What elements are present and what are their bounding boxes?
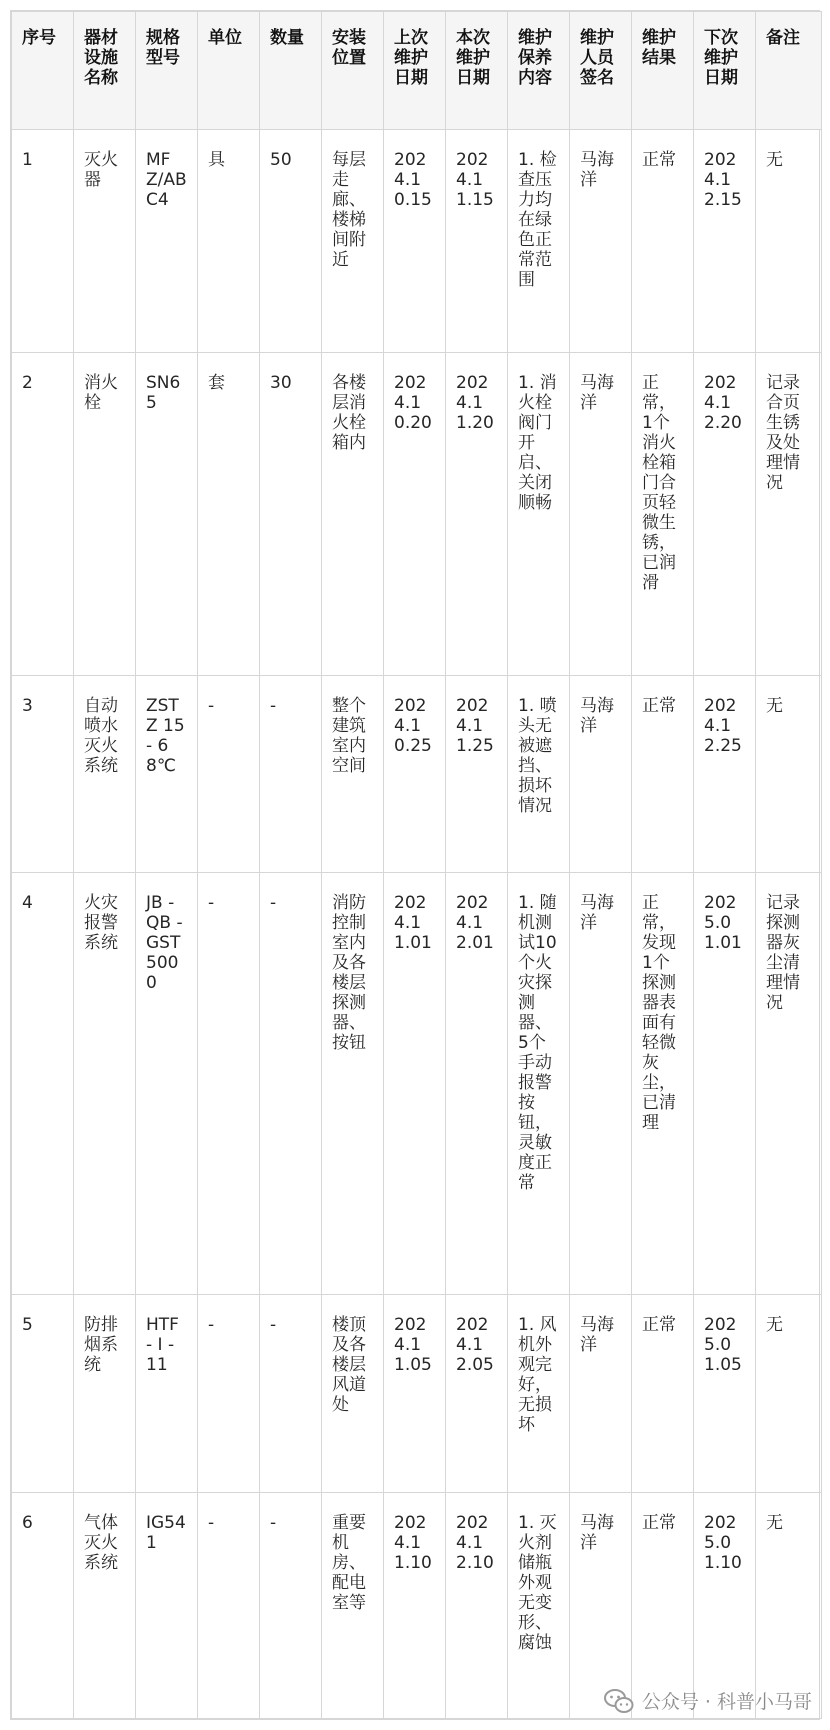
- cell-content: 1. 随机测试10个火灾探测器、5个手动报警按钮，灵敏度正常: [508, 873, 570, 1295]
- cell-content: 1. 风机外观完好，无损坏: [508, 1295, 570, 1493]
- cell-last-date: 2024.11.10: [384, 1493, 446, 1719]
- cell-quantity: -: [260, 873, 322, 1295]
- cell-remarks: 无: [756, 676, 822, 873]
- cell-last-date: 2024.10.15: [384, 130, 446, 353]
- cell-last-date: 2024.10.25: [384, 676, 446, 873]
- cell-content: 1. 喷头无被遮挡、损坏情况: [508, 676, 570, 873]
- cell-signature: 马海洋: [570, 1493, 632, 1719]
- cell-index: 3: [12, 676, 74, 873]
- cell-remarks: 无: [756, 130, 822, 353]
- cell-last-date: 2024.11.05: [384, 1295, 446, 1493]
- table-body: [12, 130, 822, 1719]
- cell-next-date: 2025.01.10: [694, 1493, 756, 1719]
- cell-location: 消防控制室内及各楼层探测器、按钮: [322, 873, 384, 1295]
- cell-model: IG541: [136, 1493, 198, 1719]
- cell-model: HTF - I - 11: [136, 1295, 198, 1493]
- cell-next-date: 2025.01.01: [694, 873, 756, 1295]
- cell-current-date: 2024.11.20: [446, 353, 508, 676]
- cell-index: 4: [12, 873, 74, 1295]
- header-unit: 单位: [198, 12, 260, 130]
- cell-current-date: 2024.12.01: [446, 873, 508, 1295]
- cell-unit: 套: [198, 353, 260, 676]
- cell-signature: 马海洋: [570, 130, 632, 353]
- header-model: 规格型号: [136, 12, 198, 130]
- cell-equipment-name: 火灾报警系统: [74, 873, 136, 1295]
- cell-index: 6: [12, 1493, 74, 1719]
- cell-result: 正常: [632, 130, 694, 353]
- cell-current-date: 2024.11.25: [446, 676, 508, 873]
- cell-equipment-name: 灭火器: [74, 130, 136, 353]
- cell-equipment-name: 气体灭火系统: [74, 1493, 136, 1719]
- cell-next-date: 2025.01.05: [694, 1295, 756, 1493]
- cell-equipment-name: 防排烟系统: [74, 1295, 136, 1493]
- header-equipment-name: 器材设施名称: [74, 12, 136, 130]
- cell-content: 1. 检查压力均在绿色正常范围: [508, 130, 570, 353]
- cell-unit: -: [198, 1295, 260, 1493]
- fire-equipment-maintenance-table: [11, 11, 822, 1719]
- wechat-icon: [604, 1688, 634, 1714]
- header-result: 维护结果: [632, 12, 694, 130]
- cell-next-date: 2024.12.20: [694, 353, 756, 676]
- table-row: [12, 353, 822, 676]
- header-row: [12, 12, 822, 130]
- table-row: [12, 1295, 822, 1493]
- cell-current-date: 2024.12.10: [446, 1493, 508, 1719]
- header-location: 安装位置: [322, 12, 384, 130]
- header-signature: 维护人员签名: [570, 12, 632, 130]
- cell-quantity: 50: [260, 130, 322, 353]
- cell-result: 正常: [632, 1493, 694, 1719]
- cell-remarks: 无: [756, 1493, 822, 1719]
- header-next-date: 下次维护日期: [694, 12, 756, 130]
- cell-location: 每层走廊、楼梯间附近: [322, 130, 384, 353]
- cell-quantity: -: [260, 1493, 322, 1719]
- cell-quantity: 30: [260, 353, 322, 676]
- table-row: [12, 130, 822, 353]
- cell-quantity: -: [260, 676, 322, 873]
- cell-equipment-name: 消火栓: [74, 353, 136, 676]
- table-row: [12, 873, 822, 1295]
- table-row: [12, 676, 822, 873]
- cell-location: 楼顶及各楼层风道处: [322, 1295, 384, 1493]
- header-index: 序号: [12, 12, 74, 130]
- cell-unit: 具: [198, 130, 260, 353]
- watermark: [604, 1687, 812, 1714]
- cell-content: 1. 灭火剂储瓶外观无变形、腐蚀: [508, 1493, 570, 1719]
- cell-model: ZSTZ 15 - 68℃: [136, 676, 198, 873]
- cell-next-date: 2024.12.25: [694, 676, 756, 873]
- cell-last-date: 2024.11.01: [384, 873, 446, 1295]
- cell-unit: -: [198, 1493, 260, 1719]
- cell-next-date: 2024.12.15: [694, 130, 756, 353]
- cell-location: 各楼层消火栓箱内: [322, 353, 384, 676]
- cell-remarks: 无: [756, 1295, 822, 1493]
- cell-unit: -: [198, 676, 260, 873]
- cell-index: 5: [12, 1295, 74, 1493]
- cell-signature: 马海洋: [570, 873, 632, 1295]
- cell-signature: 马海洋: [570, 353, 632, 676]
- header-content: 维护保养内容: [508, 12, 570, 130]
- cell-signature: 马海洋: [570, 1295, 632, 1493]
- cell-index: 2: [12, 353, 74, 676]
- cell-quantity: -: [260, 1295, 322, 1493]
- cell-result: 正常，1个消火栓箱门合页轻微生锈，已润滑: [632, 353, 694, 676]
- header-last-date: 上次维护日期: [384, 12, 446, 130]
- cell-model: SN65: [136, 353, 198, 676]
- table-row: [12, 1493, 822, 1719]
- cell-location: 整个建筑室内空间: [322, 676, 384, 873]
- cell-equipment-name: 自动喷水灭火系统: [74, 676, 136, 873]
- cell-signature: 马海洋: [570, 676, 632, 873]
- cell-content: 1. 消火栓阀门开启、关闭顺畅: [508, 353, 570, 676]
- header-current-date: 本次维护日期: [446, 12, 508, 130]
- cell-current-date: 2024.11.15: [446, 130, 508, 353]
- header-quantity: 数量: [260, 12, 322, 130]
- cell-result: 正常: [632, 676, 694, 873]
- cell-remarks: 记录探测器灰尘清理情况: [756, 873, 822, 1295]
- cell-remarks: 记录合页生锈及处理情况: [756, 353, 822, 676]
- table-header: [12, 12, 822, 130]
- cell-last-date: 2024.10.20: [384, 353, 446, 676]
- header-remarks: 备注: [756, 12, 822, 130]
- cell-result: 正常，发现1个探测器表面有轻微灰尘，已清理: [632, 873, 694, 1295]
- cell-location: 重要机房、配电室等: [322, 1493, 384, 1719]
- cell-unit: -: [198, 873, 260, 1295]
- cell-current-date: 2024.12.05: [446, 1295, 508, 1493]
- cell-index: 1: [12, 130, 74, 353]
- watermark-text: 公众号 · 科普小马哥: [641, 1691, 812, 1713]
- cell-model: JB - QB - GST5000: [136, 873, 198, 1295]
- cell-model: MFZ/ABC4: [136, 130, 198, 353]
- cell-result: 正常: [632, 1295, 694, 1493]
- maintenance-table-container: [10, 10, 820, 1720]
